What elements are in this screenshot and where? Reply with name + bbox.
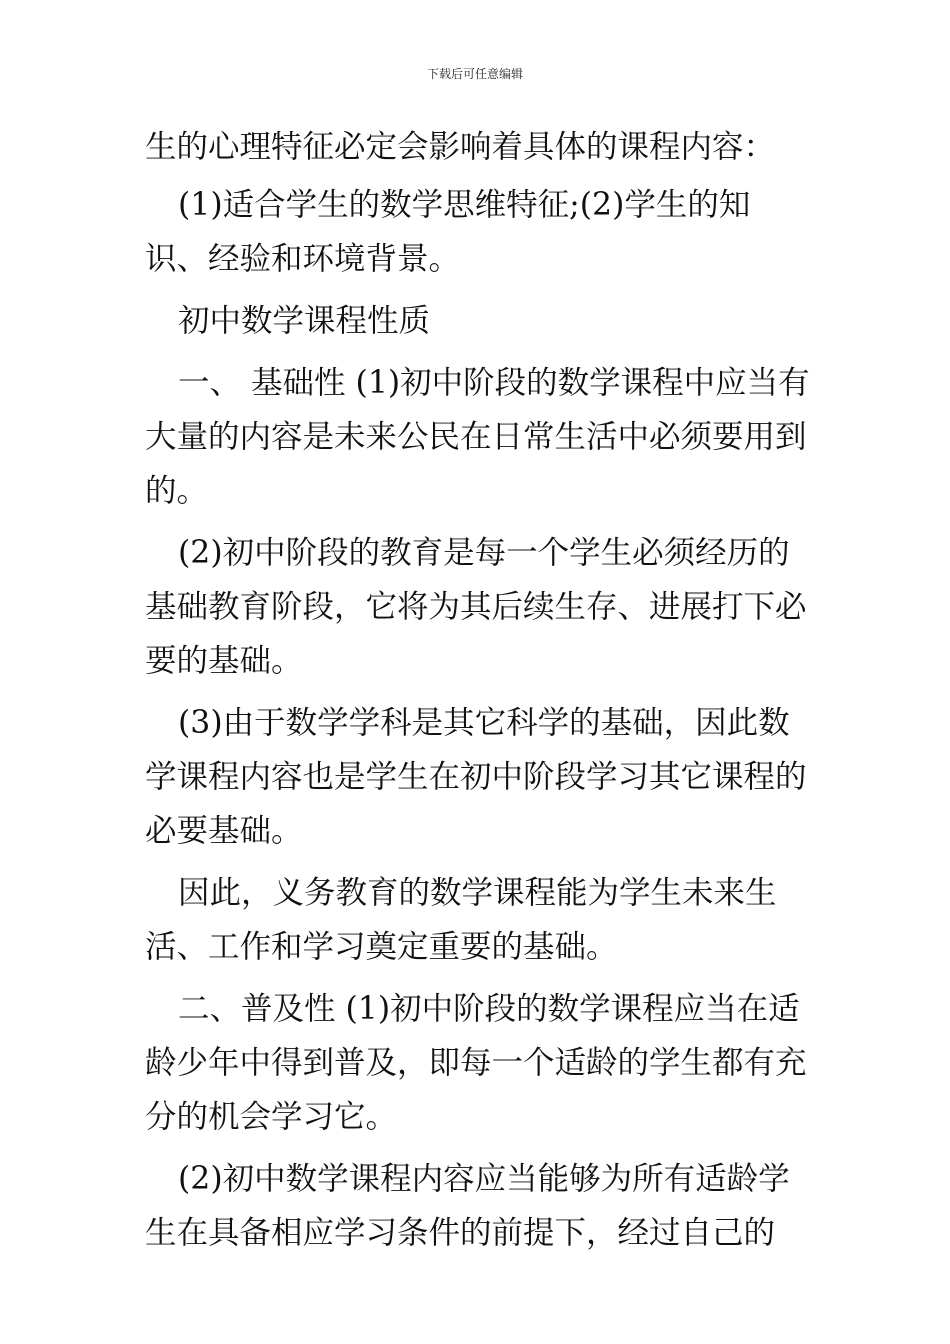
- page-header: 下载后可任意编辑: [426, 67, 523, 81]
- paragraph-5: (2)初中阶段的教育是每一个学生必须经历的基础教育阶段，它将为其后续生存、进展打下必要的基础。: [145, 535, 807, 679]
- paragraph-6: (3)由于数学学科是其它科学的基础，因此数学课程内容也是学生在初中阶段学习其它课程的必要基础。: [145, 705, 807, 849]
- paragraph-2: (1)适合学生的数学思维特征;(2)学生的知识、经验和环境背景。: [145, 187, 751, 277]
- paragraph-9: (2)初中数学课程内容应当能够为所有适龄学生在具备相应学习条件的前提下，经过自己的: [145, 1161, 790, 1251]
- paragraph-7: 因此，义务教育的数学课程能为学生未来生活、工作和学习奠定重要的基础。: [145, 875, 777, 965]
- paragraph-8: 二、普及性 (1)初中阶段的数学课程应当在适龄少年中得到普及，即每一个适龄的学生都有充分的机会学习它。: [145, 991, 807, 1135]
- paragraph-1: 生的心理特征必定会影响着具体的课程内容：: [145, 129, 776, 165]
- paragraph-4: 一、 基础性 (1)初中阶段的数学课程中应当有大量的内容是未来公民在日常生活中必须要用到的。: [145, 365, 810, 509]
- document-body: [145, 120, 810, 1268]
- paragraph-3: 初中数学课程性质: [178, 303, 431, 339]
